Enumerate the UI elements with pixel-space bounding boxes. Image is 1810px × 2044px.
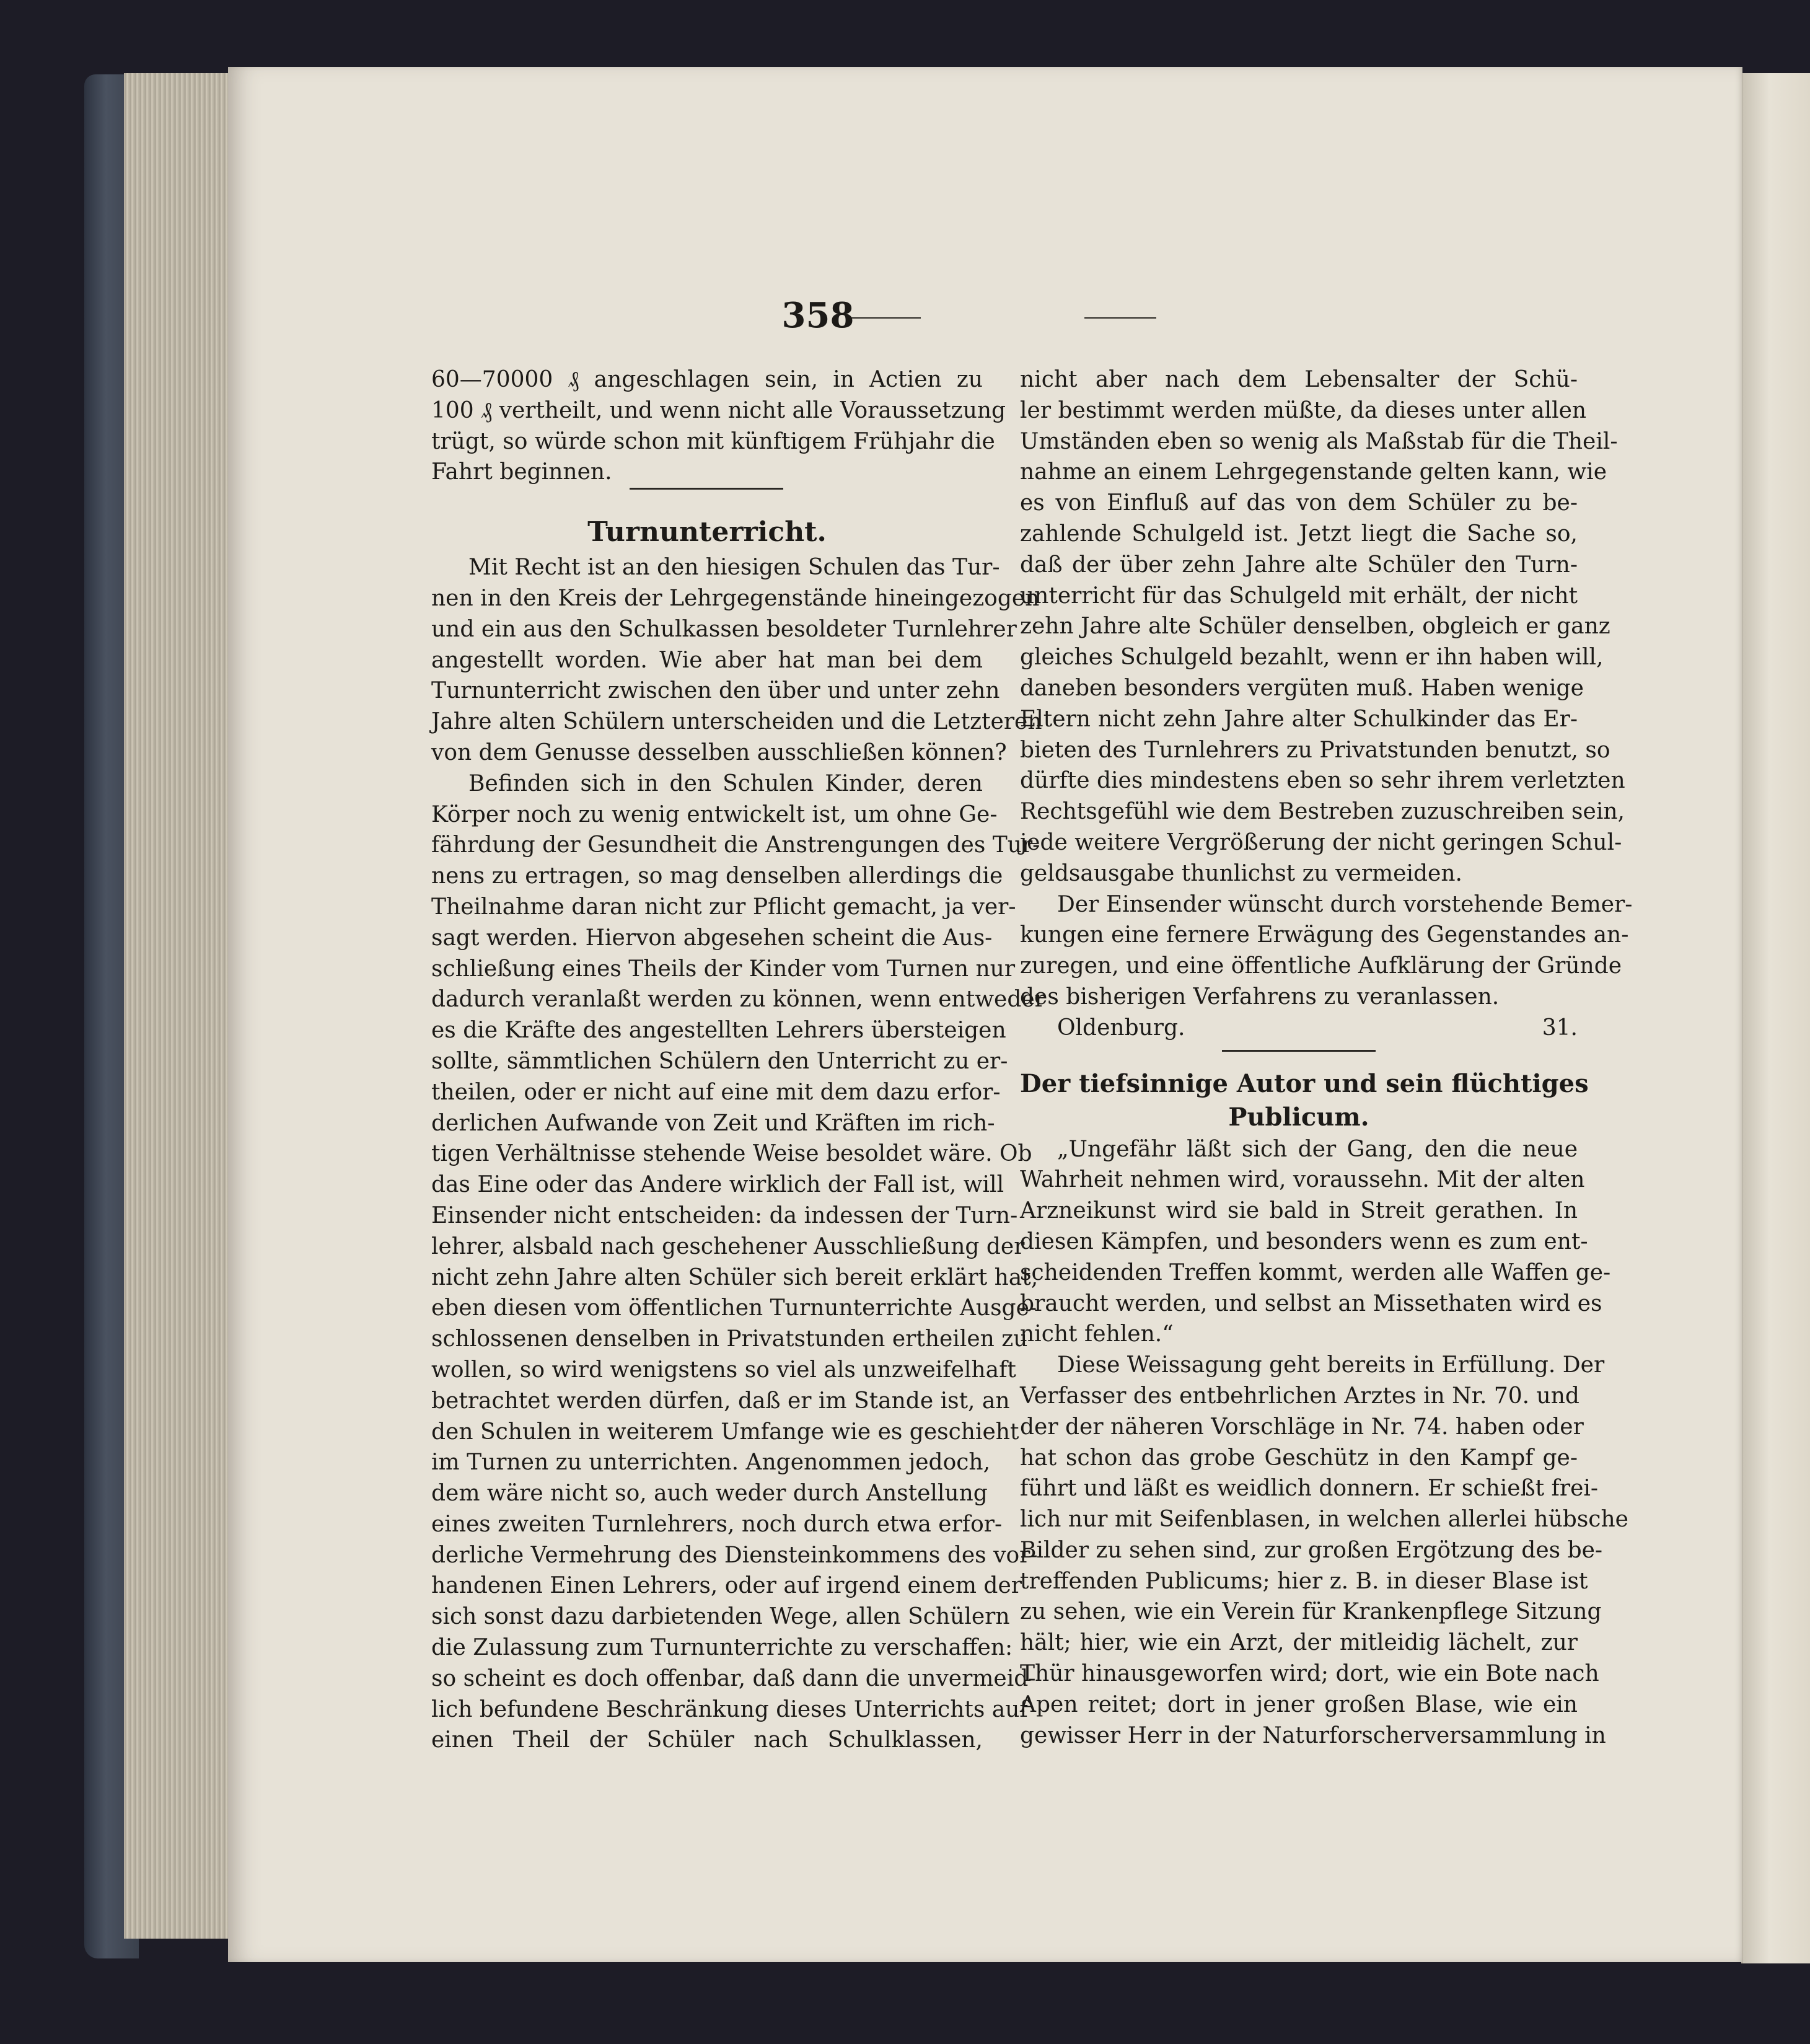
text-line: ler bestimmt werden müßte, da dieses unter allen [1020,397,1587,423]
page-edges [124,73,229,1939]
page-number-rule-right [1084,317,1156,319]
article-title: Turnunterricht. [587,516,827,548]
text-line: derlichen Aufwande von Zeit und Kräften im rich- [431,1110,995,1136]
text-line: Jahre alten Schülern unterscheiden und die Letzteren [431,709,1042,735]
text-line: trügt, so würde schon mit künftigem Frühjahr die [431,428,995,454]
text-line: Bilder zu sehen sind, zur großen Ergötzung des be- [1020,1537,1603,1563]
text-line: zuregen, und eine öffentliche Aufklärung der Gründe [1020,953,1622,979]
text-line: Apen reitet; dort in jener großen Blase, wie ein [1020,1691,1578,1717]
signature-line [1020,1013,1578,1044]
text-line: derliche Vermehrung des Diensteinkommens des vor- [431,1542,1038,1568]
text-line: Verfasser des entbehrlichen Arztes in Nr. 70. und [1020,1383,1579,1409]
text-line: Arzneikunst wird sie bald in Streit gerathen. In [1020,1198,1578,1224]
text-line: treffenden Publicums; hier z. B. in dieser Blase ist [1020,1568,1588,1594]
text-line: Theilnahme daran nicht zur Pflicht gemacht, ja ver- [431,894,1016,920]
article-title: Der tiefsinnige Autor und sein flüchtiges [1020,1068,1589,1098]
text-line: betrachtet werden dürfen, daß er im Stande ist, an [431,1388,1010,1414]
text-line: „Ungefähr läßt sich der Gang, den die neue [1057,1136,1578,1162]
text-line: so scheint es doch offenbar, daß dann die unvermeid- [431,1665,1036,1691]
text-line: daneben besonders vergüten muß. Haben wenige [1020,675,1584,701]
text-line: Fahrt beginnen. [431,459,612,485]
text-line: zu sehen, wie ein Verein für Krankenpflege Sitzung [1020,1599,1602,1625]
text-line: zahlende Schulgeld ist. Jetzt liegt die Sache so, [1020,521,1578,547]
text-line: von dem Genusse desselben ausschließen können? [431,739,1007,765]
text-line: es von Einfluß auf das von dem Schüler zu be- [1020,490,1578,516]
text-line: Rechtsgefühl wie dem Bestreben zuzuschreiben sein, [1020,799,1625,825]
text-line: lich nur mit Seifenblasen, in welchen allerlei hübsche [1020,1507,1628,1533]
text-line: im Turnen zu unterrichten. Angenommen jedoch, [431,1450,991,1476]
text-line: und ein aus den Schulkassen besoldeter Turnlehrer [431,616,1017,642]
text-line: den Schulen in weiterem Umfange wie es geschieht [431,1419,1019,1445]
text-line: das Eine oder das Andere wirklich der Fall ist, will [431,1172,1004,1198]
text-line: nens zu ertragen, so mag denselben allerdings die [431,863,1003,889]
text-line: nicht aber nach dem Lebensalter der Schü- [1020,367,1578,392]
text-line: 100 ₰ vertheilt, und wenn nicht alle Voraussetzung [431,397,1006,423]
text-line: nicht zehn Jahre alten Schüler sich bereit erklärt hat, [431,1264,1039,1290]
text-line: wollen, so wird wenigstens so viel als unzweifelhaft [431,1357,1016,1383]
text-line: dadurch veranlaßt werden zu können, wenn entweder [431,987,1045,1013]
text-line: kungen eine fernere Erwägung des Gegenstandes an- [1020,922,1629,948]
text-line: Diese Weissagung geht bereits in Erfüllung. Der [1057,1352,1605,1378]
text-line: sagt werden. Hiervon abgesehen scheint die Aus- [431,925,993,951]
signature-place: Oldenburg. [1057,1015,1185,1041]
text-line: eines zweiten Turnlehrers, noch durch etwa erfor- [431,1511,1003,1537]
text-line: braucht werden, und selbst an Missethaten wird es [1020,1290,1602,1316]
text-line: schlossenen denselben in Privatstunden ertheilen zu [431,1326,1028,1352]
text-line: nicht fehlen.“ [1020,1321,1174,1347]
text-line: einen Theil der Schüler nach Schulklassen, [431,1727,983,1753]
text-line: Befinden sich in den Schulen Kinder, deren [468,770,983,796]
right-column [1020,364,1633,1751]
text-line: theilen, oder er nicht auf eine mit dem dazu erfor- [431,1079,1001,1105]
text-line: schließung eines Theils der Kinder vom Turnen nur [431,956,1016,982]
text-line: bieten des Turnlehrers zu Privatstunden benutzt, so [1020,737,1610,763]
text-line: dem wäre nicht so, auch weder durch Anstellung [431,1481,988,1507]
text-line: daß der über zehn Jahre alte Schüler den Turn- [1020,552,1578,578]
text-line: führt und läßt es weidlich donnern. Er schießt frei- [1020,1476,1599,1502]
signature-number: 31. [1542,1015,1578,1041]
text-line: scheidenden Treffen kommt, werden alle Waffen ge- [1020,1259,1611,1285]
section-separator [1020,1044,1578,1062]
text-line: Körper noch zu wenig entwickelt ist, um ohne Ge- [431,801,998,827]
text-line: die Zulassung zum Turnunterrichte zu verschaffen: [431,1635,1013,1661]
text-line: zehn Jahre alte Schüler denselben, obgleich er ganz [1020,614,1610,640]
text-line: gewisser Herr in der Naturforscherversammlung in [1020,1722,1606,1748]
text-line: angestellt worden. Wie aber hat man bei dem [431,647,983,673]
article-title-continued: Publicum. [1228,1102,1369,1132]
text-line: es die Kräfte des angestellten Lehrers übersteigen [431,1018,1006,1044]
text-line: lich befundene Beschränkung dieses Unterrichts auf [431,1696,1028,1722]
left-column [431,364,1045,1756]
text-line: hat schon das grobe Geschütz in den Kampf ge- [1020,1445,1578,1471]
text-line: lehrer, alsbald nach geschehener Ausschließung der [431,1233,1025,1259]
facing-page-edge [1741,73,1810,1963]
text-line: fährdung der Gesundheit die Anstrengungen des Tur- [431,832,1040,858]
book-page [228,67,1742,1962]
section-separator [431,488,983,504]
text-line: gleiches Schulgeld bezahlt, wenn er ihn haben will, [1020,645,1604,671]
text-line: 60—70000 ₰ angeschlagen sein, in Actien zu [431,367,983,392]
text-line: handenen Einen Lehrers, oder auf irgend einem der [431,1573,1022,1599]
text-line: sollte, sämmtlichen Schülern den Unterricht zu er- [431,1048,1008,1074]
text-line: der der näheren Vorschläge in Nr. 74. haben oder [1020,1414,1584,1440]
text-line: geldsausgabe thunlichst zu vermeiden. [1020,860,1462,886]
text-line: des bisherigen Verfahrens zu veranlassen. [1020,984,1500,1010]
text-line: Wahrheit nehmen wird, voraussehn. Mit der alten [1020,1167,1585,1193]
text-line: Turnunterricht zwischen den über und unter zehn [431,678,1000,704]
text-line: Einsender nicht entscheiden: da indessen der Turn- [431,1202,1018,1228]
text-line: Mit Recht ist an den hiesigen Schulen das Tur- [468,555,1000,581]
text-line: hält; hier, wie ein Arzt, der mitleidig lächelt, zur [1020,1630,1578,1656]
text-line: eben diesen vom öffentlichen Turnunterrichte Ausge- [431,1295,1037,1321]
text-line: dürfte dies mindestens eben so sehr ihrem verletzten [1020,768,1625,794]
text-line: jede weitere Vergrößerung der nicht geringen Schul- [1020,829,1622,855]
text-line: sich sonst dazu darbietenden Wege, allen Schülern [431,1604,1010,1630]
text-line: Eltern nicht zehn Jahre alter Schulkinder das Er- [1020,706,1578,732]
page-number: 358 [781,295,854,336]
text-line: diesen Kämpfen, und besonders wenn es zum ent- [1020,1228,1588,1254]
text-line: Umständen eben so wenig als Maßstab für die Theil- [1020,428,1618,454]
text-line: nahme an einem Lehrgegenstande gelten kann, wie [1020,459,1607,485]
text-line: tigen Verhältnisse stehende Weise besoldet wäre. Ob [431,1141,1032,1167]
text-line: Der Einsender wünscht durch vorstehende Bemer- [1057,891,1633,917]
text-line: nen in den Kreis der Lehrgegenstände hineingezogen [431,585,1040,611]
text-line: unterricht für das Schulgeld mit erhält, der nicht [1020,583,1578,609]
text-line: Thür hinausgeworfen wird; dort, wie ein Bote nach [1020,1661,1599,1687]
